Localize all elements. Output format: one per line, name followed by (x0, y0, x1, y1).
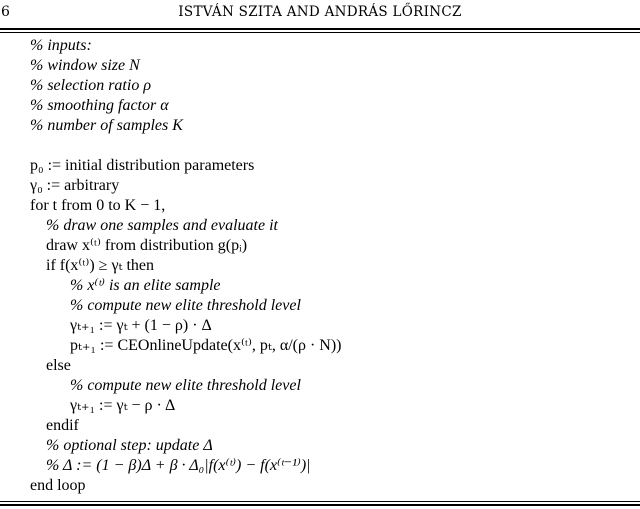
algo-line-22: end loop (30, 477, 86, 494)
algo-line-15: pₜ₊₁ := CEOnlineUpdate(x⁽ᵗ⁾, pₜ, α/(ρ · N)) (70, 337, 342, 354)
algo-line-21: % Δ := (1 − β)Δ + β · Δ₀|f(x⁽ᵗ⁾) − f(x⁽ᵗ⁻¹⁾)| (46, 457, 311, 474)
algo-line-1: % window size N (30, 57, 140, 74)
algo-line-2: % selection ratio ρ (30, 77, 151, 94)
algo-line-19: endif (46, 417, 79, 434)
algo-line-17: % compute new elite threshold level (70, 377, 301, 394)
page-number: 6 (1, 4, 10, 20)
algo-line-9: % draw one samples and evaluate it (46, 217, 278, 234)
algo-line-12: % x⁽ᵗ⁾ is an elite sample (70, 277, 221, 294)
algo-line-8: for t from 0 to K − 1, (30, 197, 166, 214)
bottom-rule-thick (0, 504, 640, 506)
algo-line-18: γₜ₊₁ := γₜ − ρ · Δ (70, 397, 176, 414)
algo-line-11: if f(x⁽ᵗ⁾) ≥ γₜ then (46, 257, 155, 274)
algo-line-7: γ₀ := arbitrary (30, 177, 120, 194)
algo-line-16: else (46, 357, 71, 374)
top-rule-thin (0, 32, 640, 33)
bottom-rule-thin (0, 501, 640, 502)
algo-line-blank (30, 136, 630, 156)
algo-line-13: % compute new elite threshold level (70, 297, 301, 314)
page-header (0, 2, 640, 22)
algo-line-20: % optional step: update Δ (46, 437, 213, 454)
top-rule-thick (0, 28, 640, 30)
algo-line-0: % inputs: (30, 37, 92, 54)
algo-line-6: p₀ := initial distribution parameters (30, 157, 255, 174)
algo-line-14: γₜ₊₁ := γₜ + (1 − ρ) · Δ (70, 317, 212, 334)
algo-line-10: draw x⁽ᵗ⁾ from distribution g(pᵢ) (46, 237, 248, 254)
algo-line-3: % smoothing factor α (30, 97, 169, 114)
algo-line-4: % number of samples K (30, 117, 183, 134)
running-title: ISTVÁN SZITA AND ANDRÁS LŐRINCZ (178, 4, 462, 20)
algorithm-listing (30, 36, 630, 496)
